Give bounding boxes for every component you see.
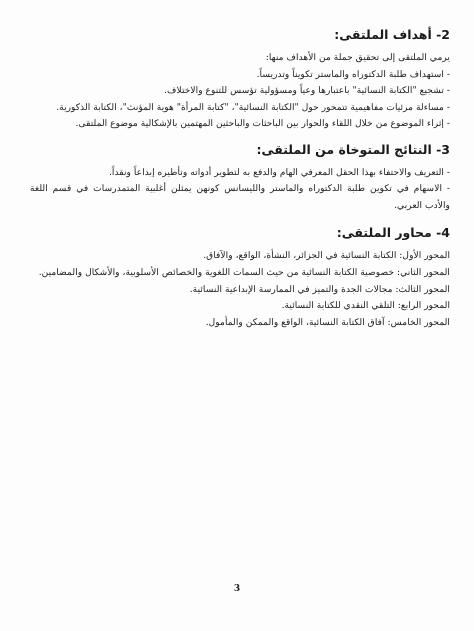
- axis-item: المحور الثاني: خصوصية الكتابة النسائية من حيث السمات اللغوية والخصائص الأسلوبية، والأشكال والمضامين.: [38, 266, 450, 278]
- list-item: - إثراء الموضوع من خلال اللقاء والحوار بين الباحثات والباحثين المهتمين بالإشكالية موضوع الملتقى.: [75, 118, 450, 129]
- axis-item: المحور الرابع: التلقي النقدي للكتابة النسائية.: [281, 300, 450, 312]
- list-item: - تشجيع "الكتابة النسائية" باعتبارها وعياً ومسؤولية تؤسس للتنوع والاختلاف.: [164, 85, 450, 96]
- section-expected-results: [30, 141, 450, 215]
- list-item: - استهداف طلبة الدكتوراه والماستر تكويناً وتدريساً.: [256, 68, 450, 80]
- list-item: - مساءلة مرئيات مفاهيمية تتمحور حول "الكتابة النسائية"، "كتابة المرأة" هوية المؤنث"، الكتابة الذكورية.: [56, 101, 450, 113]
- section-heading: 4- محاور الملتقى:: [336, 225, 450, 240]
- section-objectives: [30, 26, 450, 133]
- section-intro: يرمي الملتقى إلى تحقيق جملة من الأهداف منها:: [265, 52, 450, 63]
- axis-item: المحور الأول: الكتابة النسائية في الجزائر، النشأة، الواقع، والآفاق.: [203, 250, 450, 261]
- axis-item: المحور الثالث: مجالات الجدة والتميز في الممارسة الإبداعية النسائية.: [189, 283, 450, 295]
- page-number: 3: [233, 584, 241, 594]
- axis-item: المحور الخامس: آفاق الكتابة النسائية، الواقع والممكن والمأمول.: [205, 317, 450, 329]
- page-content: [30, 26, 450, 332]
- list-item: - التعريف والاحتفاء بهذا الحقل المعرفي الهام والدفع به لتطوير أدواته وتأطيره إبداعاً ونقداً.: [109, 166, 450, 178]
- section-heading: 2- أهداف الملتقى:: [334, 27, 450, 42]
- section-axes: [30, 224, 450, 332]
- list-item: - الاسهام في تكوين طلبة الدكتوراه والماستر والليسانس كونهن يمثلن أغلبية المتمدرسات في قسم اللغة والأدب العربي.: [30, 183, 450, 211]
- section-heading: 3- النتائج المتوخاة من الملتقى:: [256, 141, 450, 157]
